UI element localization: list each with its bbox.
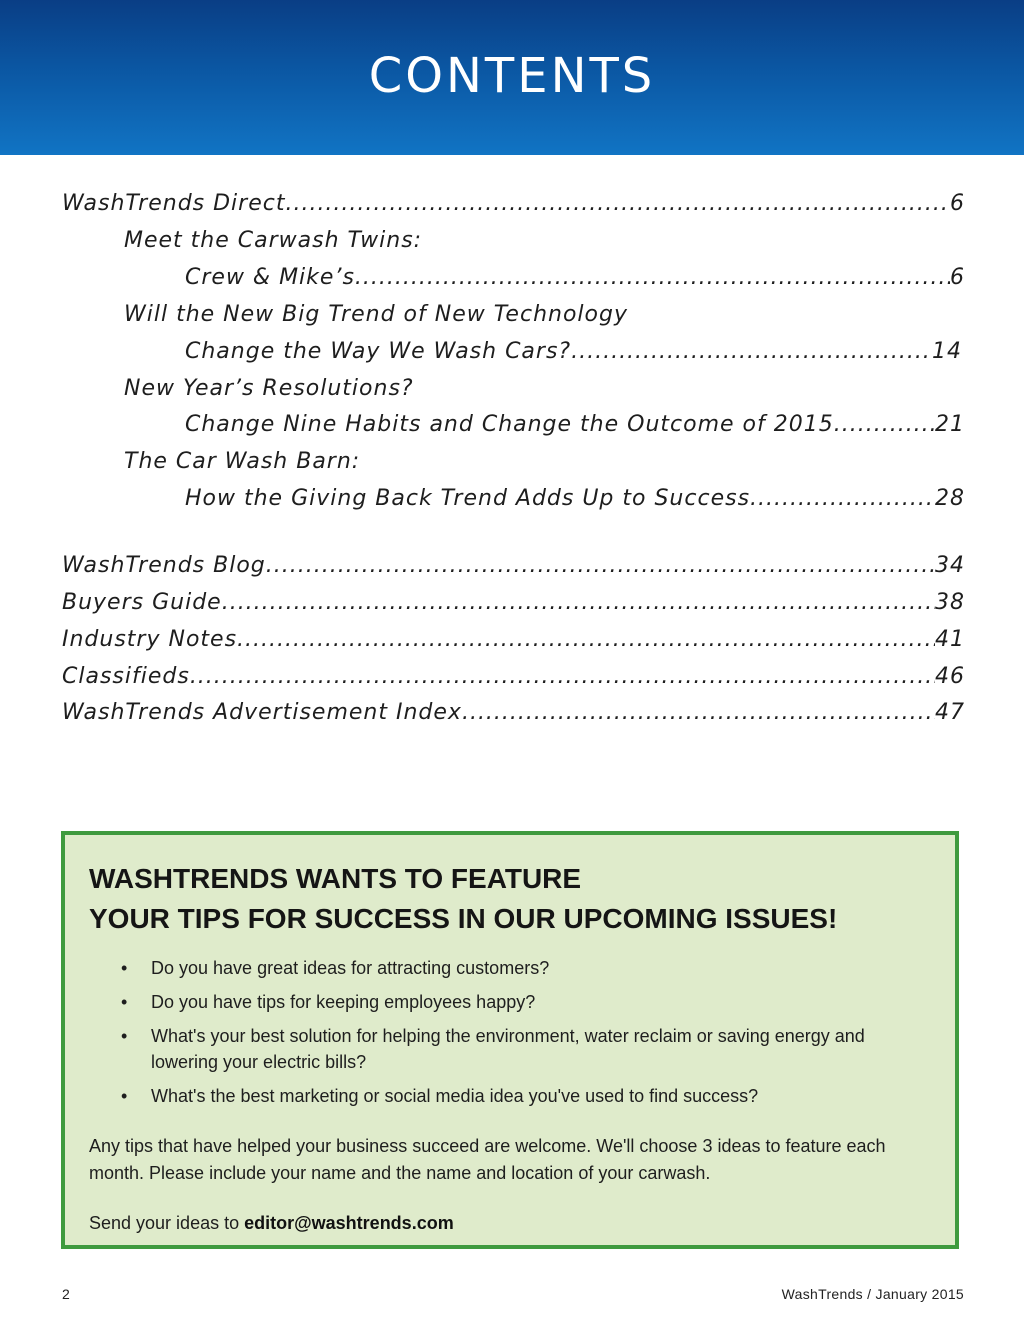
toc-leader-dots — [190, 664, 935, 689]
toc-entry-title: Change the Way We Wash Cars? — [185, 339, 572, 364]
toc-entry-title: WashTrends Blog — [62, 553, 266, 578]
toc-entry[interactable] — [185, 339, 962, 369]
toc-entry[interactable] — [62, 700, 965, 730]
toc-leader-dots — [266, 553, 935, 578]
toc-entry-title: Meet the Carwash Twins: — [124, 228, 423, 253]
toc-entry-page: 21 — [935, 412, 965, 437]
tips-feature-box — [61, 831, 959, 1249]
toc-leader-dots — [355, 265, 950, 290]
contents-header-banner — [0, 0, 1024, 155]
feature-paragraph: Any tips that have helped your business succeed are welcome. We'll choose 3 ideas to feature each month. Please include your name and the name and location of your carwash. — [89, 1136, 886, 1183]
publication-footer: WashTrends / January 2015 — [781, 1286, 964, 1302]
toc-entry-title: The Car Wash Barn: — [124, 449, 361, 474]
toc-entry-page: 47 — [935, 700, 965, 725]
page-number: 2 — [62, 1286, 70, 1302]
toc-entry-title: Change Nine Habits and Change the Outcome of 2015 — [185, 412, 834, 437]
toc-entry-title: New Year’s Resolutions? — [124, 376, 414, 401]
send-ideas-line — [89, 1210, 454, 1237]
toc-section-heading — [124, 302, 965, 332]
toc-section-heading — [124, 449, 965, 479]
bullet-icon: • — [121, 958, 128, 978]
toc-entry[interactable] — [185, 486, 965, 516]
toc-leader-dots — [462, 700, 935, 725]
feature-heading-line: WASHTRENDS WANTS TO FEATURE — [89, 863, 582, 894]
toc-entry[interactable] — [62, 664, 965, 694]
toc-section-heading — [124, 376, 965, 406]
toc-entry-title: Buyers Guide — [62, 590, 222, 615]
toc-entry-title: Will the New Big Trend of New Technology — [124, 302, 628, 327]
send-ideas-prefix: Send your ideas to — [89, 1213, 245, 1233]
toc-leader-dots — [834, 412, 935, 437]
feature-heading — [89, 859, 837, 939]
toc-entry-page: 46 — [935, 664, 965, 689]
list-item — [121, 1083, 911, 1109]
feature-heading-line: YOUR TIPS FOR SUCCESS IN OUR UPCOMING ISSUES! — [89, 903, 838, 934]
list-item-text: Do you have great ideas for attracting customers? — [151, 958, 550, 978]
page-title: CONTENTS — [368, 48, 656, 104]
toc-leader-dots — [222, 590, 935, 615]
toc-entry-title: Industry Notes — [62, 627, 238, 652]
list-item-text: What's the best marketing or social media idea you've used to find success? — [151, 1086, 759, 1106]
bullet-icon: • — [121, 992, 128, 1012]
list-item — [121, 1023, 911, 1075]
toc-entry[interactable] — [62, 191, 965, 221]
toc-entry[interactable] — [62, 553, 965, 583]
toc-entry-title: WashTrends Direct — [62, 191, 286, 216]
toc-entry-page: 6 — [950, 191, 965, 216]
toc-entry-page: 28 — [935, 486, 965, 511]
toc-entry-title: Classifieds — [62, 664, 190, 689]
toc-entry[interactable] — [62, 627, 965, 657]
toc-entry-page: 6 — [950, 265, 965, 290]
toc-section-heading — [124, 228, 965, 258]
toc-entry-title: Crew & Mike’s — [185, 265, 355, 290]
list-item-text: What's your best solution for helping the environment, water reclaim or saving energy and lowering your electric bills? — [151, 1026, 865, 1072]
toc-entry-page: 14 — [932, 339, 962, 364]
editor-email-link[interactable]: editor@washtrends.com — [244, 1213, 454, 1233]
toc-leader-dots — [285, 191, 950, 216]
toc-entry-title: How the Giving Back Trend Adds Up to Success — [185, 486, 751, 511]
toc-leader-dots — [237, 627, 935, 652]
list-item-text: Do you have tips for keeping employees happy? — [151, 992, 536, 1012]
toc-entry[interactable] — [185, 265, 965, 295]
toc-entry-page: 34 — [935, 553, 965, 578]
toc-leader-dots — [571, 339, 932, 364]
toc-entry-title: WashTrends Advertisement Index — [62, 700, 462, 725]
bullet-icon: • — [121, 1086, 128, 1106]
toc-entry-page: 38 — [935, 590, 965, 615]
bullet-icon: • — [121, 1026, 128, 1046]
toc-entry-page: 41 — [935, 627, 965, 652]
feature-bullet-list — [121, 955, 911, 1117]
toc-leader-dots — [750, 486, 935, 511]
list-item — [121, 989, 911, 1015]
toc-entry[interactable] — [62, 590, 965, 620]
toc-entry[interactable] — [185, 412, 965, 442]
list-item — [121, 955, 911, 981]
